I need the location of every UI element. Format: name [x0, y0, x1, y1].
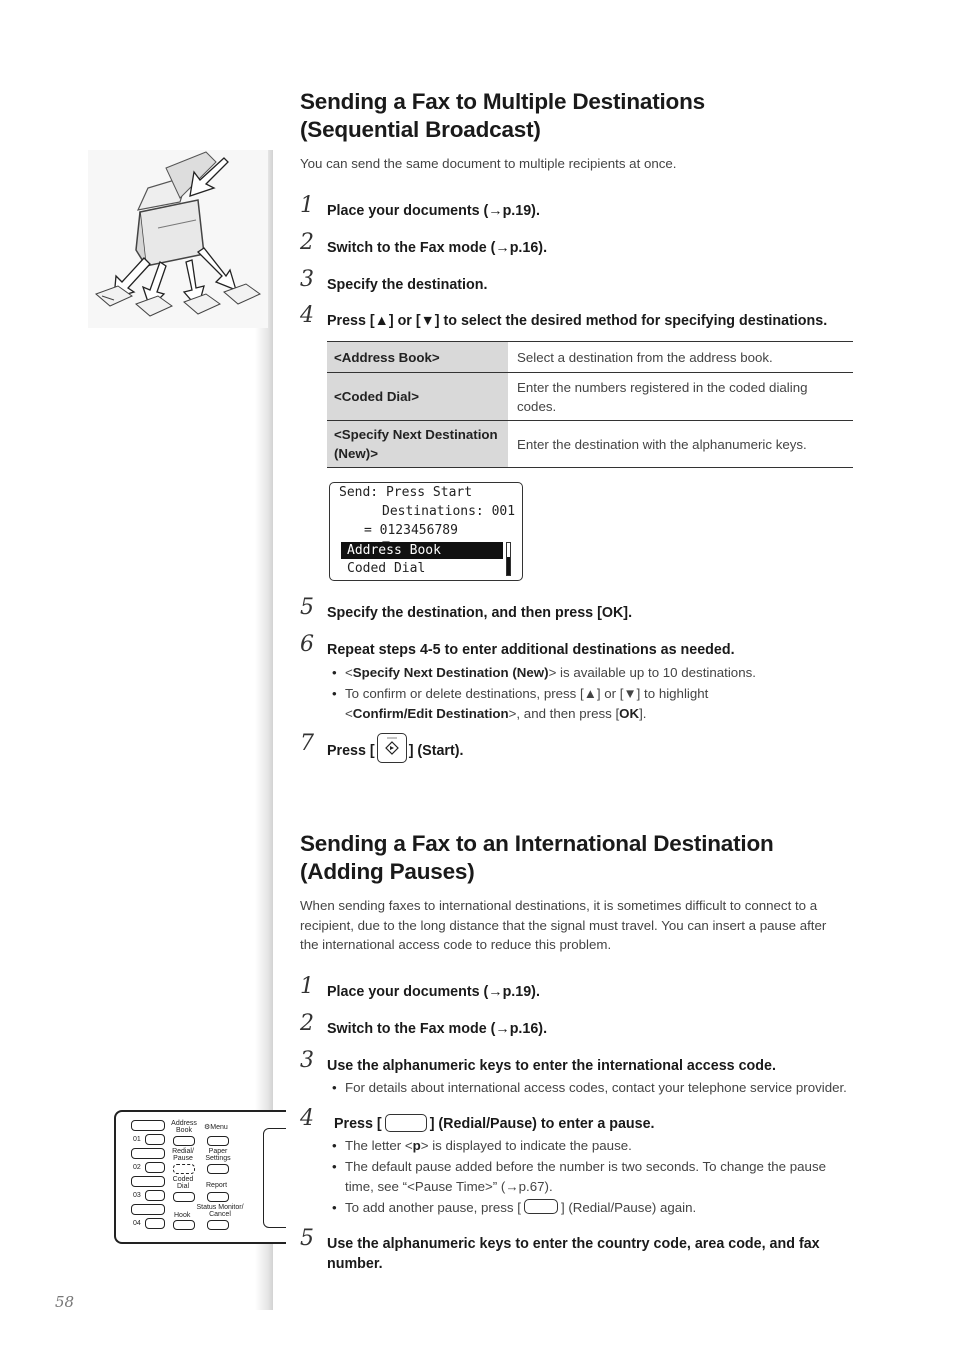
- one-touch-key: [145, 1134, 165, 1145]
- s1-bullet-2: • To confirm or delete destinations, press [▲] or [▼] to highlight <Confirm/Edit Destination>, and then press [OK].: [332, 686, 709, 721]
- s2-bullet-access-code: • For details about international access codes, contact your telephone service provider.: [332, 1080, 847, 1095]
- one-touch-key: [131, 1120, 165, 1131]
- menu-key: [207, 1136, 229, 1146]
- table-value: Select a destination from the address book.: [508, 342, 853, 373]
- page-number: 58: [55, 1293, 75, 1311]
- one-touch-key: [131, 1176, 165, 1187]
- coded-dial-key: [173, 1192, 195, 1202]
- one-touch-key: [131, 1148, 165, 1159]
- paper-settings-label: Paper Settings: [205, 1148, 231, 1162]
- section2-title: Sending a Fax to an International Destination (Adding Pauses): [300, 831, 774, 884]
- lcd-line-2: Destinations: 001: [382, 504, 516, 519]
- control-panel-illustration: [114, 1110, 286, 1244]
- destination-method-table: [327, 341, 853, 468]
- s1-bullet-1: • <Specify Next Destination (New)> is available up to 10 destinations.: [332, 665, 756, 680]
- lcd-display: [329, 482, 523, 581]
- section2-intro: When sending faxes to international destinations, it is sometimes difficult to connect to a recipient, due to the long distance that the signal must travel. You can insert a pause after the international access code to reduce this problem.: [300, 898, 827, 952]
- table-row: [327, 421, 853, 468]
- lcd-line-1: Send: Press Start: [339, 485, 473, 500]
- lcd-scrollbar: [506, 542, 511, 576]
- menu-label: ⚙Menu: [204, 1124, 228, 1131]
- lcd-line-3: = 0123456789: [364, 523, 458, 538]
- broadcast-illustration: [88, 150, 268, 328]
- table-row: [327, 373, 853, 421]
- hook-label: Hook: [174, 1212, 191, 1219]
- status-monitor-label: Status Monitor/ Cancel: [196, 1204, 244, 1218]
- s2-bullet-1: • The letter <p> is displayed to indicate the pause.: [332, 1138, 632, 1153]
- paper-settings-key: [207, 1164, 229, 1174]
- menu-icon: ⚙: [204, 1124, 211, 1131]
- display-edge: [263, 1128, 286, 1228]
- table-value: Enter the numbers registered in the coded dialing codes.: [508, 373, 853, 421]
- table-key: <Specify Next Destination (New)>: [327, 421, 508, 468]
- lcd-item-coded-dial: Coded Dial: [347, 561, 426, 576]
- redial-pause-key: [173, 1164, 195, 1174]
- lcd-item-address-book: Address Book: [341, 542, 503, 559]
- coded-dial-label: Coded Dial: [172, 1176, 194, 1190]
- report-key: [207, 1192, 229, 1202]
- redial-pause-key-icon: [524, 1199, 558, 1214]
- section1-intro: You can send the same document to multiple recipients at once.: [300, 156, 677, 171]
- one-touch-key: [145, 1218, 165, 1229]
- one-touch-number: 02: [133, 1164, 141, 1171]
- s2-bullet-3: • To add another pause, press [ ] (Redial/Pause) again.: [332, 1200, 697, 1215]
- one-touch-key: [131, 1204, 165, 1215]
- address-book-label: Address Book: [171, 1120, 197, 1134]
- redial-pause-key-icon: [385, 1114, 427, 1132]
- one-touch-key: [145, 1162, 165, 1173]
- report-label: Report: [206, 1182, 228, 1189]
- status-monitor-key: [207, 1220, 229, 1230]
- hook-key: [173, 1220, 195, 1230]
- s2-bullet-2: • The default pause added before the number is two seconds. To change the pause time, see “<Pause Time>” (→p.67).: [332, 1159, 826, 1194]
- redial-pause-label: Redial/ Pause: [172, 1148, 194, 1162]
- start-key-icon: [377, 733, 407, 763]
- table-row: [327, 342, 853, 373]
- table-value: Enter the destination with the alphanumeric keys.: [508, 421, 853, 468]
- one-touch-number: 01: [133, 1136, 141, 1143]
- section1-title: Sending a Fax to Multiple Destinations (Sequential Broadcast): [300, 89, 705, 142]
- one-touch-key: [145, 1190, 165, 1201]
- one-touch-number: 04: [133, 1220, 141, 1227]
- address-book-key: [173, 1136, 195, 1146]
- one-touch-number: 03: [133, 1192, 141, 1199]
- table-key: <Coded Dial>: [327, 373, 508, 421]
- table-key: <Address Book>: [327, 342, 508, 373]
